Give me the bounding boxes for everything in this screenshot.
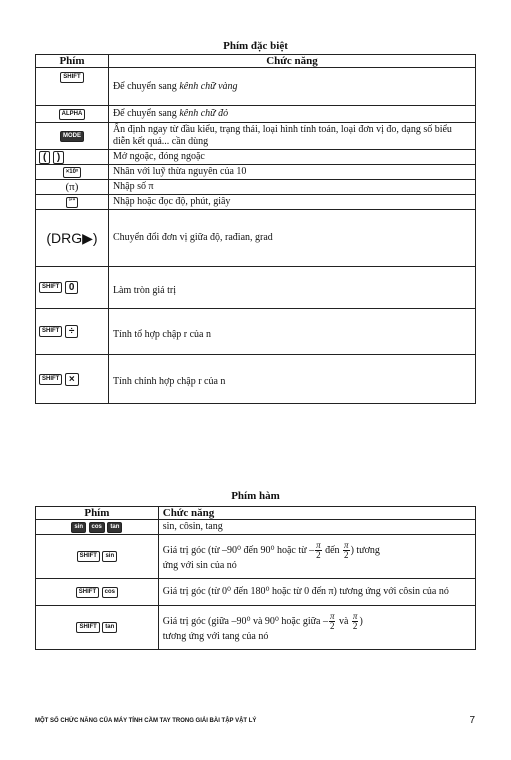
row-function: Chuyển đổi đơn vị giữa độ, rađian, grad bbox=[108, 210, 475, 267]
divide-key-icon: ÷ bbox=[65, 325, 79, 338]
table-row bbox=[36, 106, 476, 123]
table-row bbox=[36, 150, 476, 165]
table-row bbox=[36, 180, 476, 195]
row-function: Giá trị góc (giữa –90⁰ và 90⁰ hoặc giữa – $\frac{\pi}{2}$ và $\frac{\pi}{2}$ ) tương ứng với tang của nó bbox=[158, 606, 475, 650]
table-row bbox=[36, 165, 476, 180]
cos-key-icon: cos bbox=[89, 522, 105, 533]
row-function: Mở ngoặc, đóng ngoặc bbox=[108, 150, 475, 165]
sin-key-icon: sin bbox=[102, 551, 117, 562]
shift-key-icon: SHIFT bbox=[76, 587, 99, 598]
row-function: Nhập hoặc đọc độ, phút, giây bbox=[108, 195, 475, 210]
shift-key-icon: SHIFT bbox=[39, 326, 62, 337]
row-function: Ấn định ngay từ đầu kiểu, trạng thái, loại hình tính toán, loại đơn vị đo, dạng số biểu diễn kết quả... cần dùng bbox=[108, 123, 475, 150]
shift-key-icon: SHIFT bbox=[76, 622, 99, 633]
cos-key-icon: cos bbox=[102, 587, 118, 598]
table-row bbox=[36, 210, 476, 267]
table-row bbox=[36, 68, 476, 106]
page-number: 7 bbox=[469, 715, 475, 726]
row-function: Giá trị góc (từ 0⁰ đến 180⁰ hoặc từ 0 đến π) tương ứng với côsin của nó bbox=[158, 579, 475, 606]
sin-key-icon: sin bbox=[71, 522, 86, 533]
section-title-special-keys: Phím đặc biệt bbox=[223, 40, 288, 52]
row-function: Giá trị góc (từ –90⁰ đến 90⁰ hoặc từ – $\frac{\pi}{2}$ đến $\frac{\pi}{2}$ ) tương ứng với sin của nó bbox=[158, 535, 475, 579]
multiply-key-icon: × bbox=[65, 373, 79, 386]
table-row bbox=[36, 606, 476, 650]
degree-minute-second-key-icon: °'" bbox=[66, 197, 79, 208]
exp10-key-icon: ×10ˣ bbox=[63, 167, 81, 178]
tan-key-icon: tan bbox=[107, 522, 122, 533]
table-row bbox=[36, 579, 476, 606]
table-row bbox=[36, 123, 476, 150]
special-keys-table bbox=[35, 54, 476, 404]
table-row bbox=[36, 355, 476, 404]
row-function: Làm tròn giá trị bbox=[112, 284, 176, 296]
table-row bbox=[36, 195, 476, 210]
row-function: Nhân với luỹ thừa nguyên của 10 bbox=[108, 165, 475, 180]
column-header-key: Phím bbox=[36, 55, 109, 68]
alpha-key-icon: ALPHA bbox=[59, 109, 86, 120]
shift-key-icon: SHIFT bbox=[39, 282, 62, 293]
table-row bbox=[36, 535, 476, 579]
page-footer: MỘT SỐ CHỨC NĂNG CỦA MÁY TÍNH CẦM TAY TRONG GIẢI BÀI TẬP VẬT LÝ bbox=[35, 718, 257, 724]
shift-key-icon: SHIFT bbox=[60, 72, 83, 83]
section-title-function-keys: Phím hàm bbox=[231, 490, 280, 502]
mode-key-icon: MODE bbox=[60, 131, 84, 142]
row-function: sin, côsin, tang bbox=[158, 520, 475, 535]
drg-key-icon: (DRG▶) bbox=[46, 229, 98, 246]
column-header-function: Chức năng bbox=[158, 507, 475, 520]
table-row bbox=[36, 520, 476, 535]
shift-key-icon: SHIFT bbox=[77, 551, 100, 562]
column-header-function: Chức năng bbox=[108, 55, 475, 68]
function-keys-table bbox=[35, 506, 476, 650]
pi-key-icon: (π) bbox=[65, 181, 79, 193]
zero-key-icon: 0 bbox=[65, 281, 79, 294]
shift-key-icon: SHIFT bbox=[39, 374, 62, 385]
row-function: Để chuyển sang kênh chữ đỏ bbox=[112, 108, 229, 119]
row-function: Để chuyển sang kênh chữ vàng bbox=[112, 80, 238, 92]
row-function: Tính tổ hợp chập r của n bbox=[112, 328, 211, 340]
row-function: Nhập số π bbox=[108, 180, 475, 195]
table-row bbox=[36, 267, 476, 309]
close-paren-key-icon: ) bbox=[53, 151, 64, 164]
row-function: Tính chỉnh hợp chập r của n bbox=[112, 376, 226, 387]
open-paren-key-icon: ( bbox=[39, 151, 50, 164]
table-row bbox=[36, 309, 476, 355]
column-header-key: Phím bbox=[36, 507, 159, 520]
tan-key-icon: tan bbox=[102, 622, 117, 633]
